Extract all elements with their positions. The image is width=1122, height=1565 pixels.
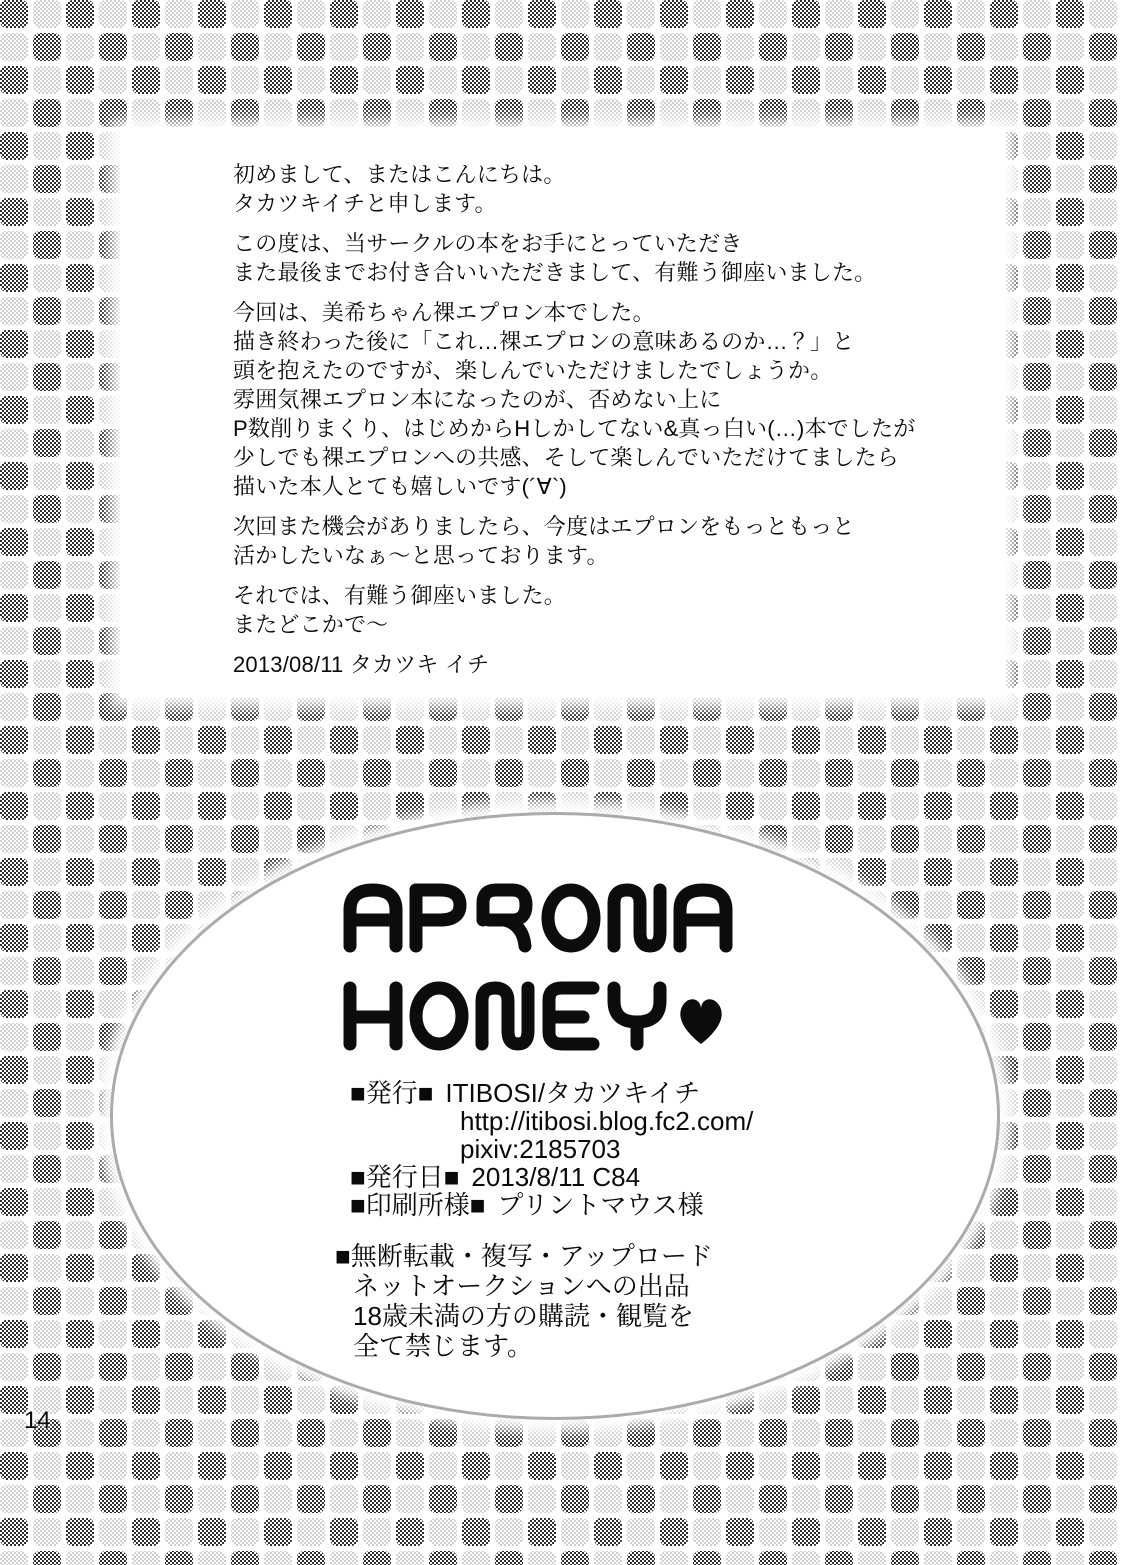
afterword-line: 2013/08/11 タカツキ イチ	[233, 652, 490, 677]
publisher-value: ITIBOSI/タカツキイチ	[445, 1078, 701, 1108]
publisher-pixiv-id: pixiv:2185703	[460, 1134, 621, 1164]
publication-date-value: 2013/8/11 C84	[471, 1162, 641, 1192]
afterword-line: タカツキイチと申します。	[233, 191, 497, 216]
publication-date-label: ■発行日■	[350, 1162, 460, 1192]
title-line1-aprona	[350, 890, 726, 946]
publication-date-row	[350, 1163, 753, 1191]
afterword-line: 今回は、美希ちゃん裸エプロン本でした。	[233, 300, 655, 325]
page-number: 14	[24, 1407, 51, 1434]
afterword-line: 描いた本人とても嬉しいです(´∀`)	[233, 474, 567, 499]
afterword-line: P数削りまくり、はじめからHしかしてない&真っ白い(…)本でしたが	[233, 416, 916, 441]
afterword-paragraph-greeting	[233, 160, 953, 218]
book-title-lettering	[343, 883, 763, 1063]
afterword-line: 次回また機会がありましたら、今度はエプロンをもっともっと	[233, 514, 855, 539]
afterword-line: それでは、有難う御座いました。	[233, 583, 567, 608]
notice-line: 18歳未満の方の購読・観覧を	[353, 1301, 694, 1331]
title-line2-honey	[350, 988, 722, 1044]
afterword-line: この度は、当サークルの本をお手にとっていただき	[233, 231, 743, 256]
afterword-line: 雰囲気裸エプロン本になったのが、否めない上に	[233, 387, 722, 412]
afterword-signature-date	[233, 650, 953, 679]
publisher-url: http://itibosi.blog.fc2.com/	[460, 1106, 754, 1136]
printer-row	[350, 1191, 753, 1219]
afterword-line: 初めまして、またはこんにちは。	[233, 162, 566, 187]
afterword-panel	[120, 130, 1006, 698]
publisher-label: ■発行■	[350, 1078, 434, 1108]
afterword-line: 活かしたいなぁ～と思っております。	[233, 543, 609, 568]
notice-line: ネットオークションへの出品	[353, 1271, 690, 1301]
afterword-line: またどこかで～	[233, 612, 389, 637]
afterword-text	[233, 160, 953, 679]
notice-line: ■無断転載・複写・アップロード	[335, 1241, 713, 1271]
publication-info	[350, 1079, 753, 1219]
colophon-ellipse	[110, 812, 1000, 1420]
prohibition-notice	[335, 1241, 713, 1361]
afterword-line: 描き終わった後に「これ…裸エプロンの意味あるのか…？」と	[233, 329, 855, 354]
heart-icon	[680, 999, 721, 1044]
afterword-line: 頭を抱えたのですが、楽しんでいただけましたでしょうか。	[233, 358, 833, 383]
afterword-line: 少しでも裸エプロンへの共感、そして楽しんでいただけてましたら	[233, 445, 900, 470]
notice-line: 全て禁じます。	[353, 1331, 533, 1361]
afterword-paragraph-main	[233, 298, 953, 501]
afterword-paragraph-nexttime	[233, 512, 953, 570]
printer-label: ■印刷所様■	[350, 1190, 486, 1220]
publisher-row	[350, 1079, 753, 1107]
afterword-paragraph-farewell	[233, 581, 953, 639]
afterword-paragraph-thanks	[233, 229, 953, 287]
afterword-line: また最後までお付き合いいただきまして、有難う御座いました。	[233, 260, 877, 285]
printer-value: プリントマウス様	[497, 1190, 704, 1220]
